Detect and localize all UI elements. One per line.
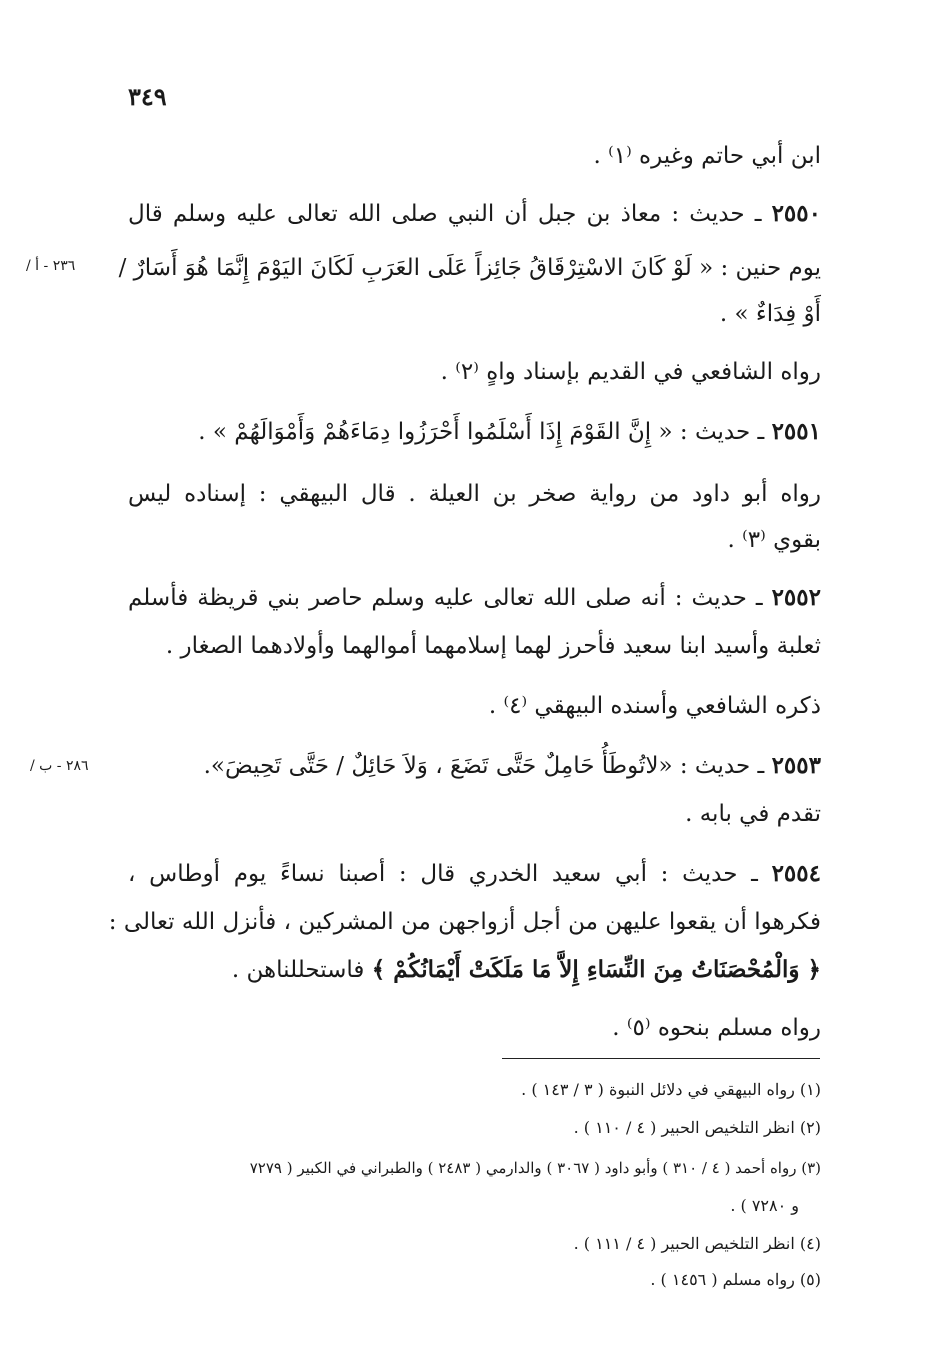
- hadith-2552-line-2: ثعلبة وأسيد ابنا سعيد فأحرز لهما إسلامهما أموالهما وأولادهما الصغار .: [165, 633, 821, 659]
- hadith-2551-line-1: [198, 416, 821, 448]
- hadith-text: ـ حديث : أنه صلى الله تعالى عليه وسلم حاصر بني قريظة فأسلم: [128, 585, 763, 611]
- hadith-text: ـ حديث : «لاتُوطَأُ حَامِلٌ حَتَّى تَضَعَ ، وَلاَ حَائِلٌ / حَتَّى تَحِيضَ».: [203, 753, 765, 779]
- hadith-text: ـ حديث : أبي سعيد الخدري قال : أصبنا نساءً يوم أوطاس ،: [128, 861, 758, 887]
- footnote-1: (١) رواه البيهقي في دلائل النبوة ( ٣ / ١٤٣ ) .: [521, 1080, 821, 1099]
- hadith-2551-source-line-1: رواه أبو داود من رواية صخر بن العيلة . قال البيهقي : إسناده ليس: [128, 481, 821, 507]
- hadith-2554-line-1: [128, 858, 821, 890]
- footnote-2: (٢) انظر التلخيص الحبير ( ٤ / ١١٠ ) .: [573, 1118, 821, 1137]
- margin-folio-note: ٢٨٦ - ب /: [30, 758, 89, 774]
- margin-folio-note: ٢٣٦ - أ /: [26, 258, 76, 274]
- continuation-line: ابن أبي حاتم وغيره ⁽١⁾ .: [593, 143, 821, 169]
- footnote-separator: [502, 1058, 820, 1059]
- hadith-number: ٢٥٥٢: [771, 584, 821, 611]
- hadith-2550-line-2: يوم حنين : « لَوْ كَانَ الاسْتِرْقَاقُ جَائِزاً عَلَى العَرَبِ لَكَانَ اليَوْمَ إِنَّمَا هُوَ أَسَارٌ /: [118, 255, 821, 281]
- footnote-5: (٥) رواه مسلم ( ١٤٥٦ ) .: [650, 1270, 821, 1289]
- hadith-2552-source: ذكره الشافعي وأسنده البيهقي ⁽٤⁾ .: [488, 693, 821, 719]
- hadith-2550-source: رواه الشافعي في القديم بإسناد واهٍ ⁽٢⁾ .: [440, 359, 821, 385]
- hadith-2551-source-line-2: بقوي ⁽٣⁾ .: [727, 527, 821, 553]
- hadith-2554-line-2: فكرهوا أن يقعوا عليهن من أجل أزواجهن من المشركين ، فأنزل الله تعالى :: [108, 909, 821, 935]
- hadith-text: فاستحللناهن .: [231, 957, 365, 983]
- hadith-2553-source: تقدم في بابه .: [685, 801, 821, 827]
- hadith-2552-line-1: [128, 582, 821, 614]
- hadith-2550-line-1: [128, 198, 821, 230]
- hadith-number: ٢٥٥٠: [771, 200, 821, 227]
- hadith-number: ٢٥٥٤: [771, 860, 821, 887]
- hadith-2553-line-1: [204, 750, 821, 782]
- hadith-text: ـ حديث : معاذ بن جبل أن النبي صلى الله تعالى عليه وسلم قال: [128, 201, 762, 227]
- hadith-2554-line-3: [232, 954, 821, 986]
- hadith-number: ٢٥٥٣: [771, 752, 821, 779]
- hadith-2550-line-3: أَوْ فِدَاءٌ » .: [719, 301, 821, 327]
- quran-verse: ﴿ وَالْمُحْصَنَاتُ مِنَ النِّسَاءِ إِلاَّ مَا مَلَكَتْ أَيْمَانُكُمْ ﴾: [371, 956, 821, 983]
- page-number: ٣٤٩: [128, 82, 167, 111]
- footnote-3-line-1: (٣) رواه أحمد ( ٤ / ٣١٠ ) وأبو داود ( ٣٠٦٧ ) والدارمي ( ٢٤٨٣ ) والطبراني في الكبير ( ٧٢٧٩: [249, 1159, 821, 1177]
- footnote-4: (٤) انظر التلخيص الحبير ( ٤ / ١١١ ) .: [573, 1234, 821, 1253]
- footnote-3-line-2: و ٧٢٨٠ ) .: [730, 1196, 799, 1215]
- hadith-number: ٢٥٥١: [771, 418, 821, 445]
- hadith-2554-source: رواه مسلم بنحوه ⁽٥⁾ .: [612, 1015, 821, 1041]
- hadith-text: ـ حديث : « إِنَّ القَوْمَ إِذَا أَسْلَمُوا أَحْرَزُوا دِمَاءَهُمْ وَأَمْوَالَهُمْ » .: [198, 419, 765, 445]
